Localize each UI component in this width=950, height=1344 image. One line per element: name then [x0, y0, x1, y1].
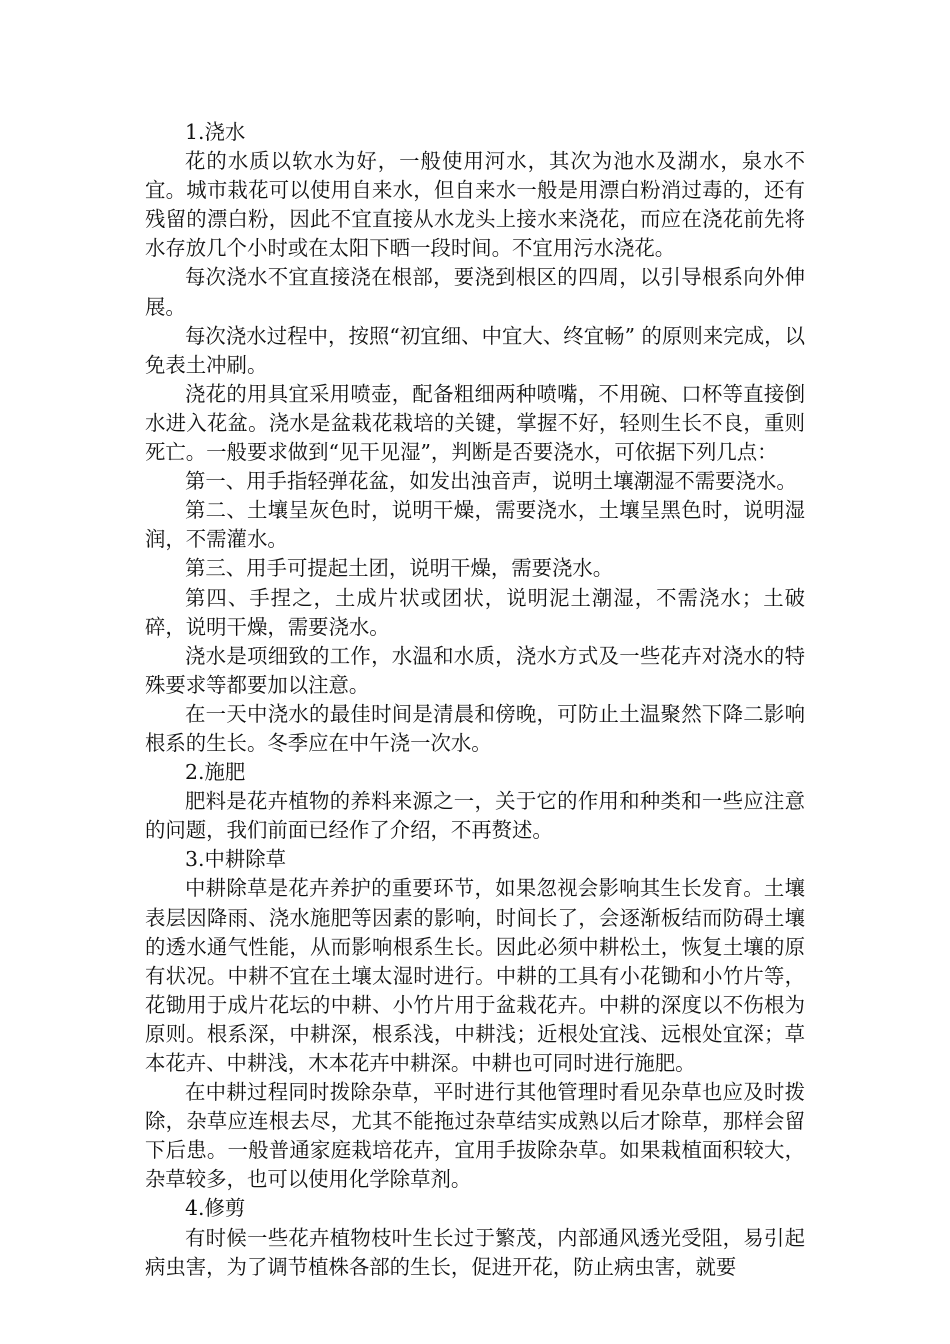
- paragraph: 中耕除草是花卉养护的重要环节，如果忽视会影响其生长发育。土壤表层因降雨、浇水施肥等因素的影响，时间长了，会逐渐板结而防碍土壤的透水通气性能，从而影响根系生长。因此必须中耕松土，恢复土壤的原有状况。中耕不宜在土壤太湿时进行。中耕的工具有小花锄和小竹片等，花锄用于成片花坛的中耕、小竹片用于盆栽花卉。中耕的深度以不伤根为原则。根系深，中耕深，根系浅，中耕浅；近根处宜浅、远根处宜深；草本花卉、中耕浅，木本花卉中耕深。中耕也可同时进行施肥。: [145, 876, 805, 1075]
- section-heading-weeding: 3.中耕除草: [185, 847, 287, 872]
- paragraph: 浇花的用具宜采用喷壶，配备粗细两种喷嘴，不用碗、口杯等直接倒水进入花盆。浇水是盆栽花栽培的关键，掌握不好，轻则生长不良，重则死亡。一般要求做到“见干见湿”，判断是否要浇水，可依据下列几点：: [145, 381, 805, 465]
- paragraph: 第一、用手指轻弹花盆，如发出浊音声，说明土壤潮湿不需要浇水。: [185, 469, 797, 494]
- paragraph: 花的水质以软水为好，一般使用河水，其次为池水及湖水，泉水不宜。城市栽花可以使用自来水，但自来水一般是用漂白粉消过毒的，还有残留的漂白粉，因此不宜直接从水龙头上接水来浇花，而应在浇花前先将水存放几个小时或在太阳下晒一段时间。不宜用污水浇花。: [145, 149, 805, 261]
- paragraph: 第四、手捏之，土成片状或团状，说明泥土潮湿，不需浇水；土破碎，说明干燥，需要浇水。: [145, 585, 805, 639]
- paragraph: 肥料是花卉植物的养料来源之一，关于它的作用和种类和一些应注意的问题，我们前面已经作了介绍，不再赘述。: [145, 789, 805, 843]
- section-heading-pruning: 4.修剪: [185, 1196, 246, 1221]
- paragraph: 每次浇水过程中，按照“初宜细、中宜大、终宜畅” 的原则来完成，以免表土冲刷。: [145, 323, 805, 377]
- paragraph: 在中耕过程同时拨除杂草，平时进行其他管理时看见杂草也应及时拨除，杂草应连根去尽，尤其不能拖过杂草结实成熟以后才除草，那样会留下后患。一般普通家庭栽培花卉，宜用手拔除杂草。如果栽植面积较大，杂草较多，也可以使用化学除草剂。: [145, 1080, 805, 1192]
- paragraph: 有时候一些花卉植物枝叶生长过于繁茂，内部通风透光受阻，易引起病虫害，为了调节植株各部的生长，促进开花，防止病虫害，就要: [145, 1225, 805, 1279]
- paragraph: 第三、用手可提起土团，说明干燥，需要浇水。: [185, 556, 614, 581]
- paragraph: 第二、土壤呈灰色时，说明干燥，需要浇水，土壤呈黑色时，说明湿润，不需灌水。: [145, 498, 805, 552]
- section-heading-watering: 1.浇水: [185, 120, 246, 144]
- paragraph: 每次浇水不宜直接浇在根部，要浇到根区的四周，以引导根系向外伸展。: [145, 265, 805, 319]
- paragraph: 在一天中浇水的最佳时间是清晨和傍晚，可防止土温聚然下降二影响根系的生长。冬季应在中午浇一次水。: [145, 701, 805, 755]
- document-body: [145, 118, 805, 1282]
- section-heading-fertilizing: 2.施肥: [185, 760, 246, 785]
- paragraph: 浇水是项细致的工作，水温和水质，浇水方式及一些花卉对浇水的特殊要求等都要加以注意。: [145, 643, 805, 697]
